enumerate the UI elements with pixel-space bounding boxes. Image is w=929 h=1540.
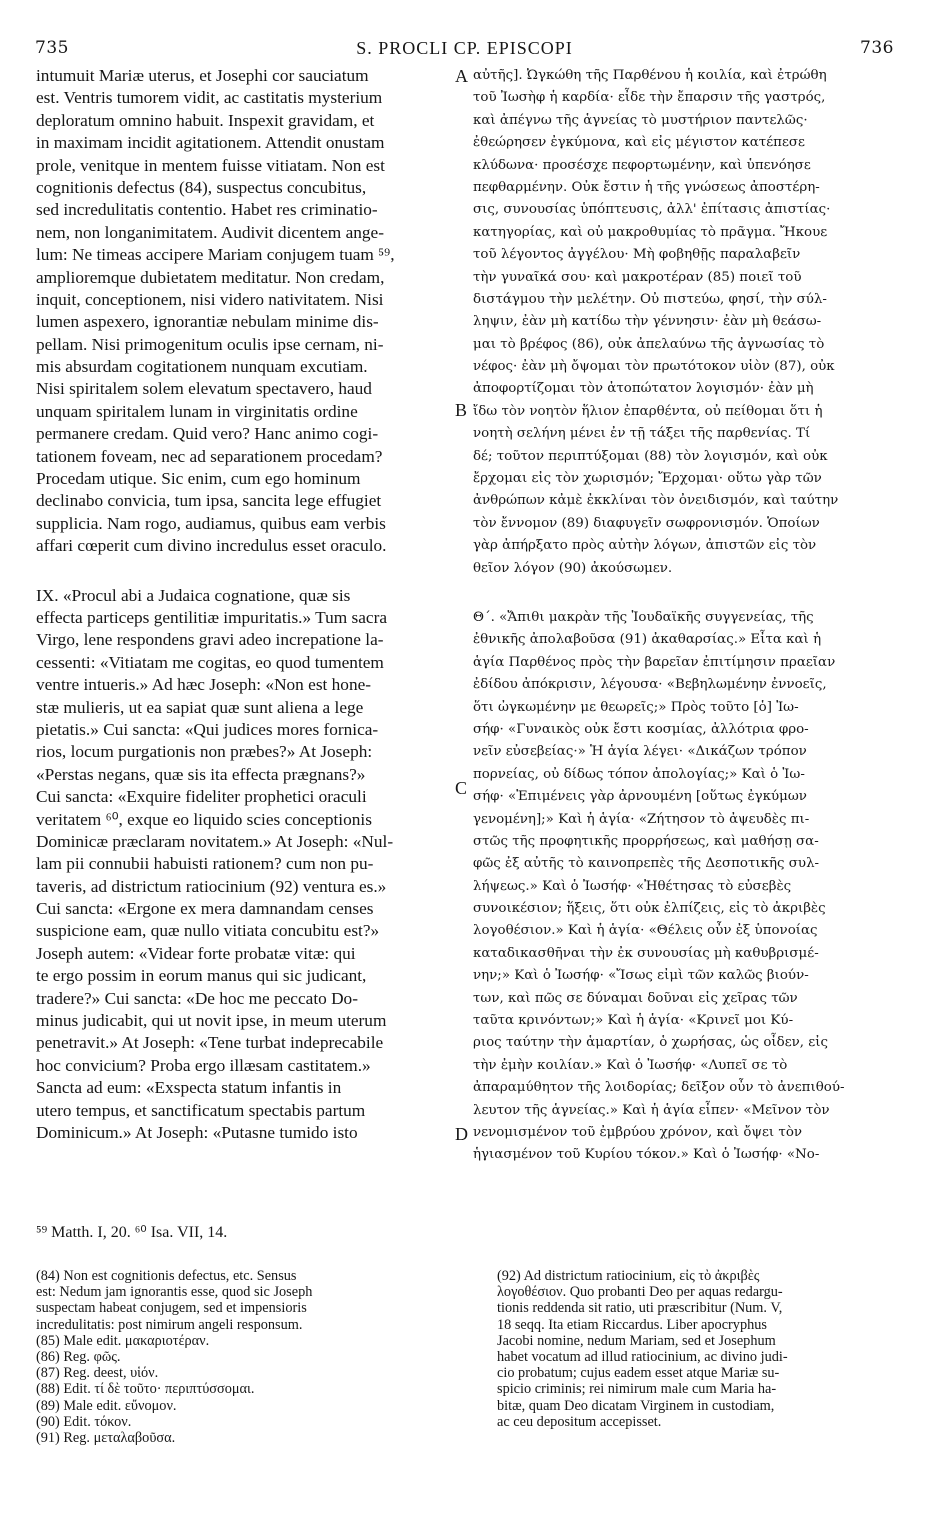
text-line: αὐτῆς]. Ὠγκώθη τῆς Παρθένου ἡ κοιλία, καὶ ἐτρώθη — [473, 68, 827, 83]
text-line: taveris, ad districtum ratiocinium (92) ventura es.» — [36, 876, 387, 896]
text-line: γὰρ ἀπήρξατο πρὸς αὐτὴν λόγων, ἀπιστῶν εἰς τὸν — [473, 538, 817, 554]
text-line: affari cœperit cum divino incredulus esset oraculo. — [36, 536, 387, 556]
text-line: νεῖν εὐσεβείας·» Ἡ ἁγία λέγει· «Δικάζων τρόπον — [473, 744, 807, 760]
text-line: Dominicæ præclaram novitatem.» At Joseph: «Nul- — [36, 831, 394, 851]
marker-b: B — [455, 400, 468, 420]
text-line: Jacobi nomine, nedum Mariam, sed et Josephum — [497, 1332, 776, 1349]
text-line: ἡγιασμένον τοῦ Κυρίου τόκον.» Καὶ ὁ Ἰωσήφ· «Νο- — [473, 1147, 820, 1163]
text-line: intumuit Mariæ uterus, et Josephi cor sauciatum — [36, 66, 369, 85]
text-line: ἀπαραμύθητον τῆς λοιδορίας; δεῖξον οὖν τὸ ἀνεπιθού- — [473, 1080, 845, 1096]
text-line: τὸν ἔννομον (89) διαφυγεῖν σωφρονισμόν. Ὁποίων — [473, 515, 820, 531]
text-line: sed incredulitatis contentio. Habet res criminatio- — [36, 200, 378, 220]
greek-column — [473, 65, 896, 1167]
text-line: pellam. Nisi primogenitum oculis ipse cernam, ni- — [36, 334, 384, 354]
text-line: ἁγία Παρθένος πρὸς τὴν βαρεῖαν ἐπιτίμησιν πραεῖαν — [473, 654, 836, 670]
text-line: πεφθαρμένην. Οὐκ ἔστιν ἡ τῆς γνώσεως ἀποστέρη- — [473, 179, 820, 195]
text-line: unquam spiritalem lunam in virginitatis ordine — [36, 401, 358, 421]
marker-c: C — [455, 778, 468, 798]
text-line: cessenti: «Vitiatam me cogitas, eo quod tumentem — [36, 652, 384, 672]
text-line: mis absurdam cogitationem nunquam excutiam. — [36, 357, 368, 377]
paragraph-gap — [473, 580, 896, 607]
text-line: lum: Ne timeas accipere Mariam conjugem tuam ⁵⁹, — [36, 245, 395, 265]
text-line: σήφ· «Γυναικὸς οὐκ ἔστι κοσμίας, ἀλλότρια φρο- — [473, 721, 809, 737]
text-line: ὅτι ὠγκωμένην με θεωρεῖς;» Πρὸς τοῦτο [ὁ] Ἰω- — [473, 699, 799, 715]
text-line: veritatem ⁶⁰, exque eo liquido scies conceptionis — [36, 809, 372, 829]
text-line: τὴν γυναῖκά σου· καὶ μακροτέραν (85) ποιεῖ τοῦ — [473, 269, 802, 285]
text-line: καταδικασθῆναι τὴν ἐκ συνουσίας μὴ καθυβρισμέ- — [473, 945, 819, 961]
scripture-references: ⁵⁹ Matth. I, 20. ⁶⁰ Isa. VII, 14. — [36, 1224, 228, 1241]
text-line: στῶς τῆς προφητικῆς προρρήσεως, καὶ μαθήσῃ σα- — [473, 833, 819, 849]
text-line: pietatis.» Cui sancta: «Qui judices mores fornica- — [36, 719, 379, 739]
page-number-left: 735 — [35, 38, 69, 58]
text-line: νοητὴ σελήνη μένει ἐν τῇ τάξει τῆς παρθενίας. Τί — [473, 426, 811, 442]
text-line: (86) Reg. φῶς. — [36, 1348, 121, 1365]
text-line: νην;» Καὶ ὁ Ἰωσήφ· «Ἴσως εἰμὶ τῶν καλῶς βιούν- — [473, 968, 809, 984]
text-line: ἴδω τὸν νοητὸν ἥλιον ἐπαρθέντα, οὐ πείθομαι ὅτι ἡ — [473, 403, 823, 419]
text-line: σις, συνουσίας ὑπόπτευσις, ἀλλ' ἐπίτασις ἀπιστίας· — [473, 202, 831, 218]
text-line: 18 seqq. Ita etiam Riccardus. Liber apocryphus — [497, 1316, 767, 1333]
text-line: tationem foveam, nec ad separationem procedam? — [36, 446, 383, 466]
text-line: διστάγμου τὴν μελέτην. Οὐ πιστεύω, φησί, τὴν σύλ- — [473, 291, 827, 307]
footnotes-right — [497, 1268, 897, 1430]
text-line: σήφ· «Ἐπιμένεις γὰρ ἀρνουμένη [οὕτως ἐγκύμων — [473, 789, 807, 805]
text-line: bitæ, quam Deo dicatam Virginem in custodiam, — [497, 1397, 775, 1414]
text-line: IX. «Procul abi a Judaica cognatione, quæ sis — [36, 585, 351, 605]
text-line: (87) Reg. deest, υἱόν. — [36, 1365, 159, 1382]
text-line: πορνείας, οὐ δίδως τόπον ἀπολογίας;» Καὶ ὁ Ἰω- — [473, 766, 805, 782]
text-line: rios, locum purgationis non præbes?» At Joseph: — [36, 742, 373, 762]
text-line: (85) Male edit. μακαριοτέραν. — [36, 1332, 210, 1349]
running-title: S. PROCLI CP. EPISCOPI — [356, 38, 573, 58]
text-line: Θ΄. «Ἄπιθι μακρὰν τῆς Ἰουδαϊκῆς συγγενείας, τῆς — [473, 609, 814, 625]
text-line: stæ mulieris, ut ea sapiat quæ sunt aliena a lege — [36, 697, 364, 717]
footnotes-left — [36, 1268, 456, 1446]
text-line: suspectam habeat conjugem, sed et impensioris — [36, 1300, 307, 1317]
page-number-right: 736 — [860, 38, 894, 58]
text-line: spicio criminis; rei nimirum male cum Maria ha- — [497, 1381, 777, 1398]
text-line: utero tempus, et sanctificatum spectabis partum — [36, 1100, 366, 1120]
text-line: lumen aspexero, ignorantiæ nebulam minime dis- — [36, 312, 379, 332]
text-line: amplioremque dubietatem meditatur. Non credam, — [36, 267, 385, 287]
text-line: συνοικέσιον; ἥξεις, ὅτι οὐκ ἐλπίζεις, εἰς τὸ ἀκριβὲς — [473, 901, 826, 917]
text-line: μαι τὸ βρέφος (86), οὐκ ἀπελαύνω τῆς ἀγνωσίας τὸ — [473, 336, 825, 352]
text-line: habet vocatum ad illud ratiocinium, ac divino judi- — [497, 1348, 788, 1365]
text-line: ταῦτα κρινόντων;» Καὶ ἡ ἁγία· «Κρινεῖ μοι Κύ- — [473, 1013, 794, 1029]
text-line: Virgo, lene respondens gravi adeo increpatione la- — [36, 630, 384, 650]
text-line: suspicione eam, quæ nullo vitiata concubitu est?» — [36, 921, 380, 941]
text-line: των, καὶ πῶς σε δύναμαι δοῦναι εἰς χεῖρας τῶν — [473, 990, 798, 1006]
text-line: νέφος· ἐὰν μὴ ὄψομαι τὸν πρωτότοκον υἱὸν (87), οὐκ — [473, 359, 835, 375]
text-line: κλύδωνα· προσέσχε πεφορτωμένην, καὶ ὑπενόησε — [473, 157, 811, 173]
text-line: ριος ταύτην τὴν ἁμαρτίαν, ὁ χωρήσας, ὡς οἶδεν, εἰς — [473, 1035, 828, 1051]
text-line: ἐθεώρησεν ἐγκύμονα, καὶ εἰς μέγιστον κατέπεσε — [473, 135, 805, 151]
text-line: λευτον τῆς ἁγνείας.» Καὶ ἡ ἁγία εἶπεν· «Μεῖνον τὸν — [473, 1102, 830, 1118]
text-line: in maximam incidit agitationem. Attendit onustam — [36, 133, 385, 153]
text-line: tradere?» Cui sancta: «De hoc me peccato Do- — [36, 988, 358, 1008]
text-line: λήψεως.» Καὶ ὁ Ἰωσήφ· «Ἠθέτησας τὸ εὐσεβὲς — [473, 878, 792, 894]
text-line: (89) Male edit. εὔνομον. — [36, 1397, 177, 1414]
marker-d: D — [455, 1124, 468, 1144]
text-line: ventre intueris.» Ad hæc Joseph: «Non est hone- — [36, 675, 372, 695]
text-line: penetravit.» At Joseph: «Tene turbat indeprecabile — [36, 1033, 384, 1053]
text-line: (90) Edit. τόκον. — [36, 1413, 132, 1430]
text-line: inquit, conceptionem, nisi videro nativitatem. Nisi — [36, 289, 384, 309]
paragraph-gap — [36, 558, 454, 585]
text-line: λογοθέσιον. Quo probanti Deo per aquas redargu- — [497, 1284, 783, 1301]
text-line: nem, non longanimitatem. Audivit dicentem ange- — [36, 222, 384, 242]
text-line: tionis reddenda sit ratio, uti præscribitur (Num. V, — [497, 1300, 783, 1317]
text-line: minus judicabit, qui ut novit ipse, in meum uterum — [36, 1011, 387, 1031]
text-line: Procedam utique. Sic enim, cum ego hominum — [36, 469, 361, 489]
text-line: κατηγορίας, καὶ οὐ μακροθυμίας τὸ πρᾶγμα. Ἤκουε — [473, 224, 828, 240]
text-line: ἐδίδου ἀπόκρισιν, λέγουσα· «Βεβηλωμένην ἐννοεῖς, — [473, 677, 827, 693]
text-line: Sancta ad eum: «Exspecta statum infantis in — [36, 1078, 342, 1098]
marker-a: A — [455, 66, 468, 86]
text-line: ληψιν, ἐὰν μὴ κατίδω τὴν γέννησιν· ἐὰν μὴ θεάσω- — [473, 314, 822, 330]
text-line: γενομένη];» Καὶ ἡ ἁγία· «Ζήτησον τὸ ἀψευδὲς πι- — [473, 811, 810, 827]
text-line: λογοθέσιον.» Καὶ ἡ ἁγία· «Θέλεις οὖν ἐξ ὑπονοίας — [473, 923, 818, 939]
text-line: «Perstas negans, quæ sis ita effecta prægnans?» — [36, 764, 366, 784]
text-line: est: Nedum jam ignorantis esse, quod sic Joseph — [36, 1284, 313, 1301]
text-line: ἀνθρώπων κἀμὲ ἐκκλίναι τὸν ὀνειδισμόν, καὶ ταύτην — [473, 493, 839, 509]
text-line: prole, venitque in mentem fuisse vitiatam. Non est — [36, 155, 385, 175]
text-line: Nisi spiritalem solem elevatum spectavero, haud — [36, 379, 372, 399]
text-line: cio probatum; cujus eadem esset atque Mariæ su- — [497, 1365, 780, 1382]
text-line: Joseph autem: «Videar forte probatæ vitæ: qui — [36, 943, 356, 963]
text-line: ἀποφορτίζομαι τὸν ἀτοπώτατον λογισμόν· ἐὰν μὴ — [473, 381, 814, 397]
text-line: (88) Edit. τί δὲ τοῦτο· περιπτύσσομαι. — [36, 1381, 255, 1398]
text-line: Cui sancta: «Exquire fideliter prophetici oraculi — [36, 787, 367, 807]
text-line: τὴν ἐμὴν κοιλίαν.» Καὶ ὁ Ἰωσήφ· «Λυπεῖ σε τὸ — [473, 1057, 788, 1073]
text-line: (84) Non est cognitionis defectus, etc. Sensus — [36, 1268, 297, 1284]
text-line: effecta particeps gentilitiæ impuritatis.» Tum sacra — [36, 607, 387, 627]
text-line: φῶς ἐξ αὐτῆς τὸ καινοπρεπὲς τῆς Δεσποτικῆς συλ- — [473, 856, 820, 872]
text-line: deploratum omnino habuit. Inspexit gravidam, et — [36, 110, 375, 130]
latin-column — [36, 65, 454, 1144]
text-line: lam pii connubii habuisti rationem? cum non pu- — [36, 854, 374, 874]
text-line: Dominicum.» At Joseph: «Putasne tumido isto — [36, 1122, 358, 1142]
text-line: ἔρχομαι εἰς τὸν χωρισμόν; Ἔρχομαι· οὕτω γὰρ τῶν — [473, 471, 822, 487]
text-line: cognitionis defectus (84), suspectus concubitus, — [36, 177, 367, 197]
text-line: ac ceu depositum accepisset. — [497, 1413, 662, 1430]
text-line: incredulitatis: post nimirum angeli responsum. — [36, 1316, 303, 1333]
text-line: est. Ventris tumorem vidit, ac castitatis mysterium — [36, 88, 383, 108]
text-line: καὶ ἀπέγνω τῆς ἁγνείας τὸ μυστήριον παντελῶς· — [473, 112, 808, 128]
text-line: νενομισμένον τοῦ ἐμβρύου χρόνον, καὶ ὄψει τὸν — [473, 1124, 803, 1140]
text-line: hoc convicium? Proba ergo illæsam castitatem.» — [36, 1055, 371, 1075]
text-line: θεῖον λόγον (90) ἀκούσωμεν. — [473, 560, 673, 576]
text-line: τοῦ Ἰωσὴφ ἡ καρδία· εἶδε τὴν ἔπαρσιν τῆς γαστρός, — [473, 90, 826, 106]
text-line: Cui sancta: «Ergone ex mera damnandam censes — [36, 899, 374, 919]
text-line: (91) Reg. μεταλαβοῦσα. — [36, 1429, 176, 1446]
text-line: permanere credam. Quid vero? Hanc animo cogi- — [36, 424, 379, 444]
text-line: te ergo possim in eorum manus qui sic judicant, — [36, 966, 367, 986]
text-line: δέ; τοῦτον περιπτύξομαι (88) τὸν λογισμόν, καὶ οὐκ — [473, 448, 828, 464]
text-line: supplicia. Nam rogo, audiamus, quibus eam verbis — [36, 513, 386, 533]
text-line: ἐθνικῆς ἀπολαβοῦσα (91) ἀκαθαρσίας.» Εἶτα καὶ ἡ — [473, 632, 822, 648]
text-line: declinabo convicia, tum ipsa, sancita lege effugiet — [36, 491, 382, 511]
text-line: (92) Ad districtum ratiocinium, εἰς τὸ ἀκριβὲς — [497, 1268, 760, 1284]
text-line: τοῦ λέγοντος ἀγγέλου· Μὴ φοβηθῇς παραλαβεῖν — [473, 247, 801, 263]
